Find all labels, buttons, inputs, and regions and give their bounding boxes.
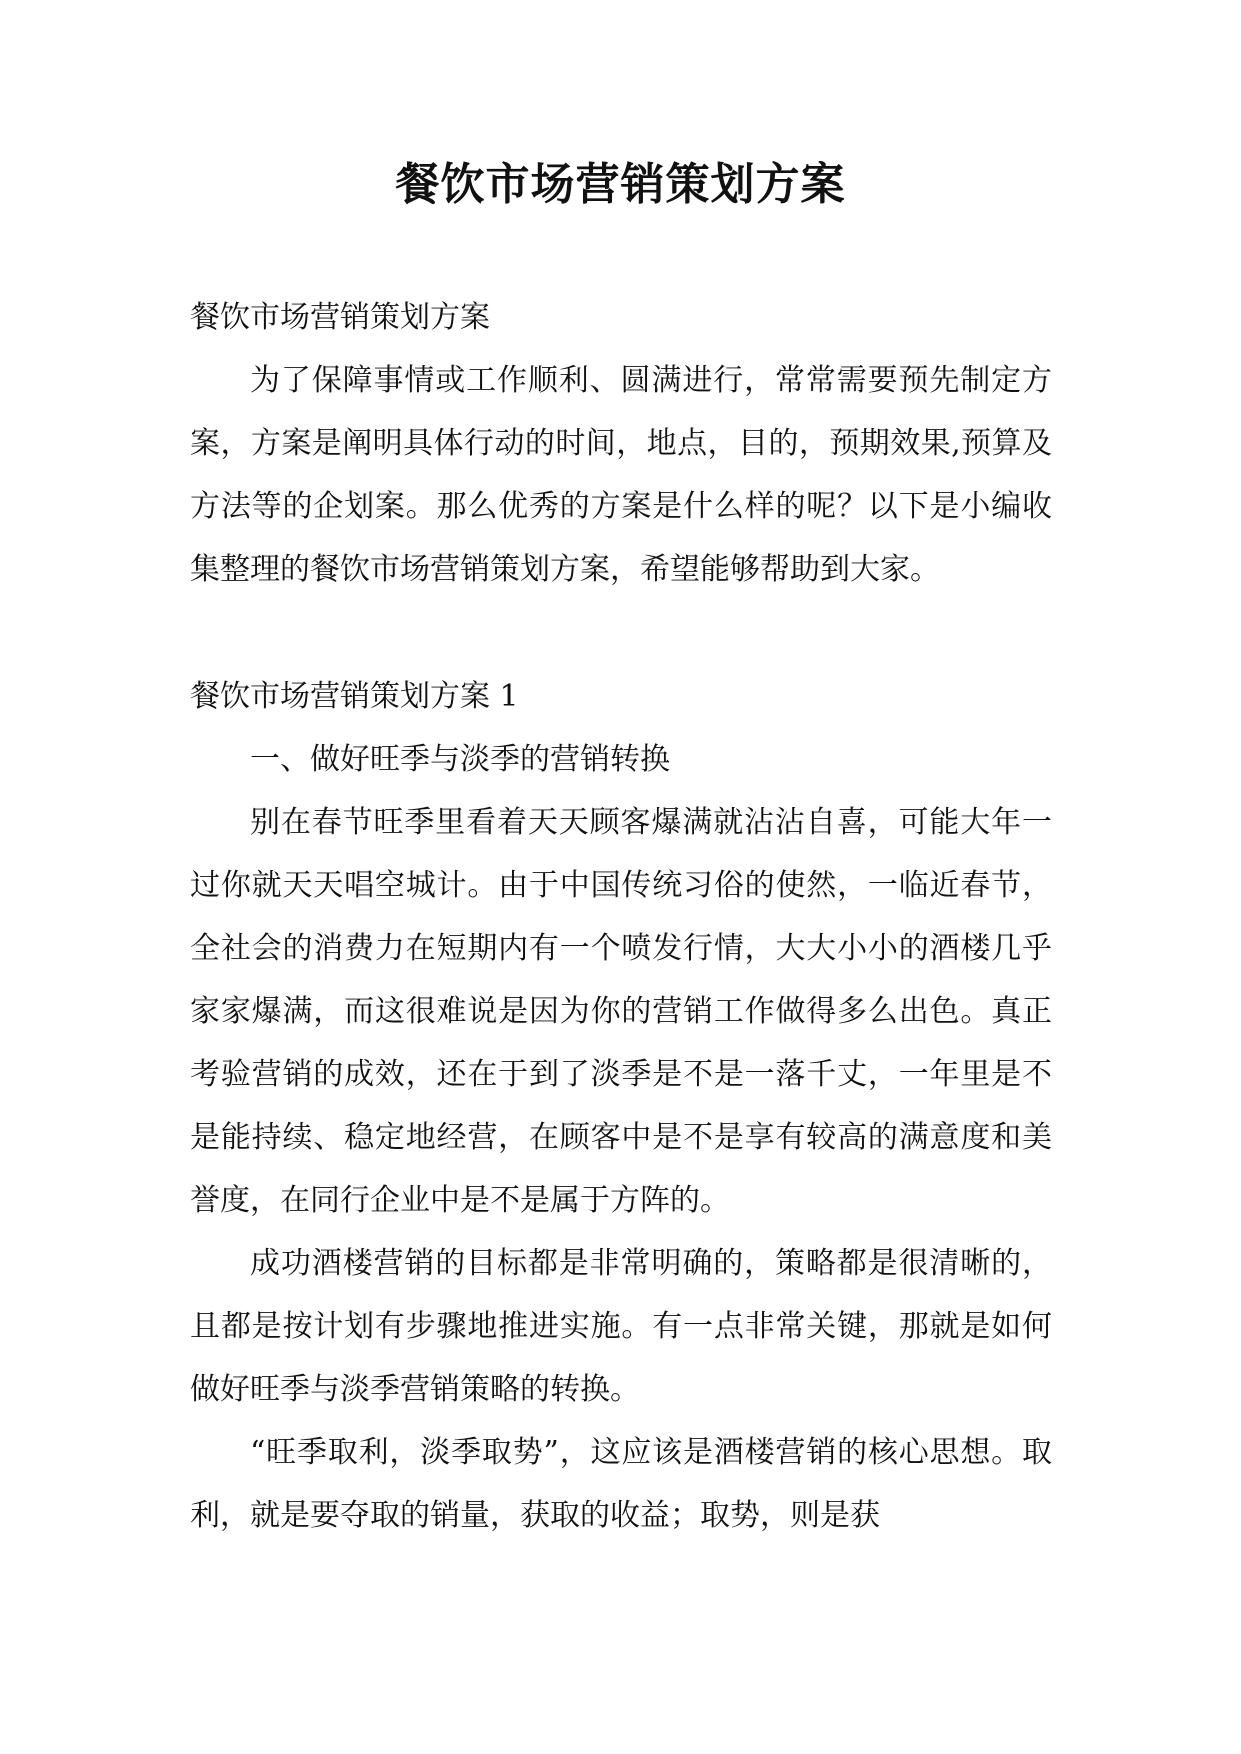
document-title: 餐饮市场营销策划方案 [395,159,846,210]
subsection-heading: 一、做好旺季与淡季的营销转换 [250,742,670,777]
section-gap [190,601,1052,665]
intro-paragraph: 为了保障事情或工作顺利、圆满进行，常常需要预先制定方案，方案是阐明具体行动的时间，地点，目的，预期效果,预算及方法等的企划案。那么优秀的方案是什么样的呢？以下是小编收集整理的餐饮市场营销策划方案，希望能够帮助到大家。 [190,363,1052,587]
body-paragraph: 别在春节旺季里看着天天顾客爆满就沾沾自喜，可能大年一过你就天天唱空城计。由于中国传统习俗的使然，一临近春节，全社会的消费力在短期内有一个喷发行情，大大小小的酒楼几乎家家爆满，而这很难说是因为你的营销工作做得多么出色。真正考验营销的成效，还在于到了淡季是不是一落千丈，一年里是不是能持续、稳定地经营，在顾客中是不是享有较高的满意度和美誉度，在同行企业中是不是属于方阵的。 [190,805,1052,1218]
body-paragraph: 成功酒楼营销的目标都是非常明确的，策略都是很清晰的，且都是按计划有步骤地推进实施。有一点非常关键，那就是如何做好旺季与淡季营销策略的转换。 [190,1246,1052,1407]
document-body [190,286,1052,1547]
section-heading: 餐饮市场营销策划方案 1 [190,679,519,714]
body-paragraph: “旺季取利，淡季取势”，这应该是酒楼营销的核心思想。取利，就是要夺取的销量，获取的收益；取势，则是获 [190,1435,1052,1533]
intro-heading: 餐饮市场营销策划方案 [190,300,490,335]
